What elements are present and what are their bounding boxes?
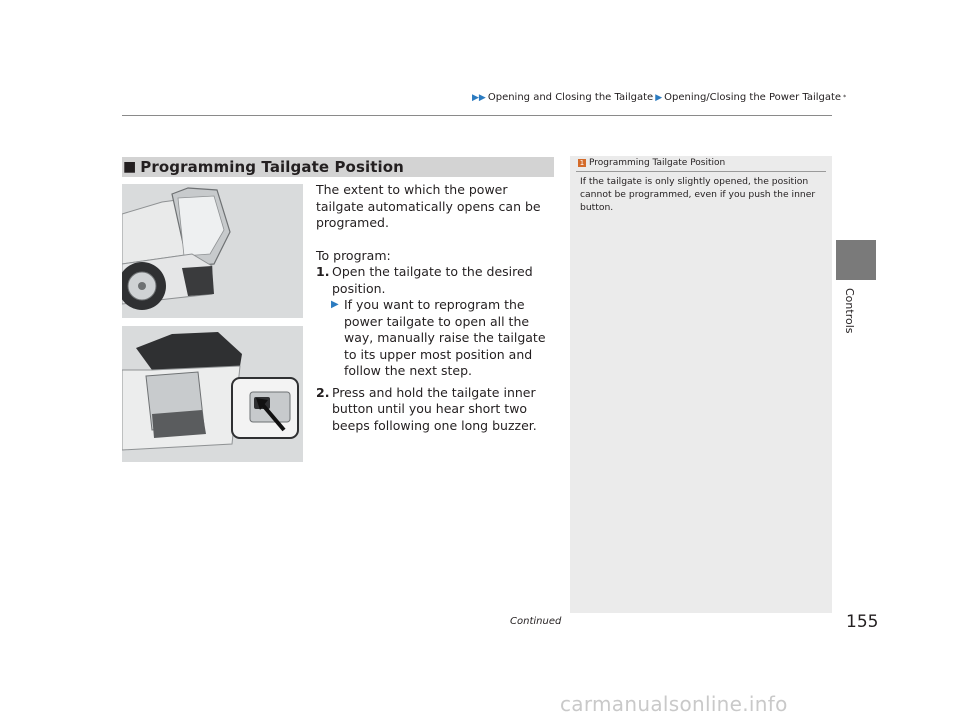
section-heading: [122, 157, 554, 177]
tailgate-open-illustration: [122, 184, 303, 318]
chevron-right-icon: ▶▶: [472, 92, 486, 103]
inner-button-illustration: [122, 326, 303, 462]
arrow-right-icon: ▶: [331, 299, 339, 310]
to-program-label: To program:: [316, 247, 391, 263]
step-1-subnote-text: If you want to reprogram the power tailgate to open all the way, manually raise the tailgate to its upper most position and follow the next step.: [344, 297, 546, 378]
sidebar-note-text: If the tailgate is only slightly opened, the position cannot be programmed, even if you push the inner button.: [580, 176, 816, 213]
sidebar-note-panel: [570, 156, 832, 613]
step-2: [316, 385, 556, 435]
breadcrumb: [472, 92, 846, 103]
sidebar-heading-text: Programming Tailgate Position: [589, 158, 726, 168]
chevron-right-icon: ▶: [655, 92, 663, 103]
step-1-text: Open the tailgate to the desired position.: [332, 264, 533, 296]
step-2-number: 2.: [316, 384, 330, 400]
sidebar-heading: [578, 158, 725, 168]
intro-text: The extent to which the power tailgate automatically opens can be programed.: [316, 182, 541, 230]
section-marker-icon: ■: [123, 159, 137, 175]
step-1: [316, 264, 556, 297]
step-2-text: Press and hold the tailgate inner button until you hear short two beeps following one long buzzer.: [332, 384, 537, 433]
breadcrumb-part-2: Opening/Closing the Power Tailgate: [664, 92, 842, 103]
chapter-label: Controls: [843, 288, 856, 334]
sidebar-rule: [576, 171, 826, 172]
page-number: 155: [846, 612, 879, 632]
step-1-subnote: [316, 297, 556, 380]
reference-icon: 1: [579, 159, 585, 167]
body-text: [316, 182, 556, 434]
watermark: carmanualsonline.info: [560, 692, 788, 716]
option-mark: *: [843, 94, 847, 101]
chapter-tab: [836, 240, 876, 280]
continued-label: Continued: [510, 616, 562, 627]
breadcrumb-part-1: Opening and Closing the Tailgate: [487, 92, 654, 103]
step-1-number: 1.: [316, 264, 330, 279]
header-rule: [122, 115, 832, 116]
section-title: Programming Tailgate Position: [140, 158, 404, 176]
